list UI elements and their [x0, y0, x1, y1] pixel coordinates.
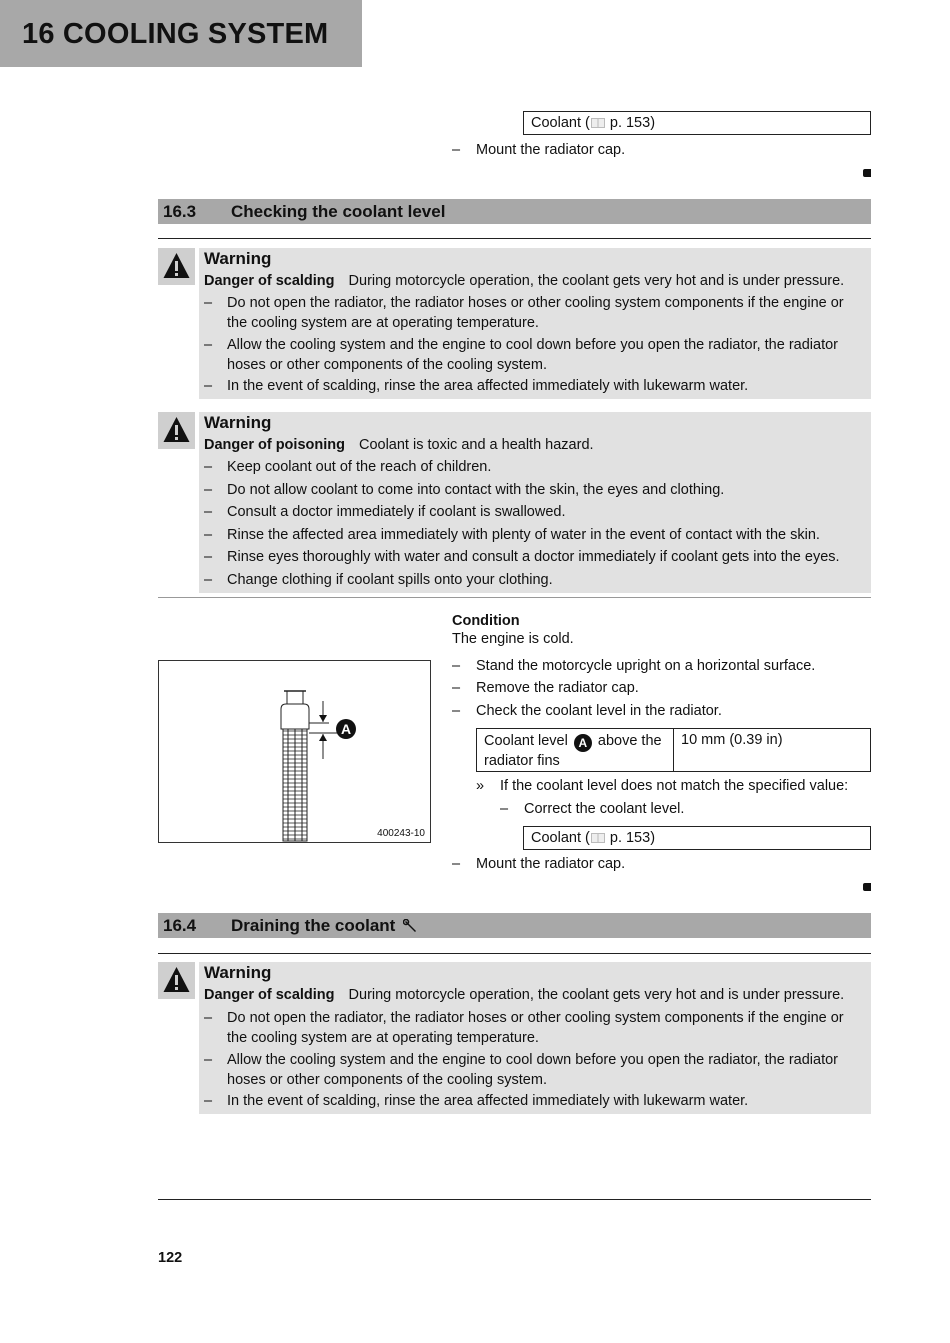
list-item: – In the event of scalding, rinse the area affected immediately with lukewarm water.	[204, 378, 749, 394]
book-icon	[591, 833, 605, 843]
warning-triangle-icon	[158, 248, 195, 285]
radiator-illustration	[159, 661, 430, 842]
list-item: – Keep coolant out of the reach of children.	[204, 459, 492, 475]
section-number: 16.3	[163, 202, 197, 221]
condition-text: The engine is cold.	[452, 631, 574, 647]
coolant-reference-box	[523, 826, 871, 850]
warning-triangle-icon	[158, 412, 195, 449]
spec-table	[476, 728, 871, 772]
figure-marker-a: A	[340, 721, 352, 737]
warning-lead: Danger of poisoning Coolant is toxic and a health hazard.	[204, 437, 594, 453]
divider	[158, 238, 871, 239]
end-marker-icon	[863, 883, 871, 891]
warning-poisoning	[199, 412, 871, 593]
radiator-figure	[158, 660, 431, 843]
section-title: Checking the coolant level	[231, 202, 446, 221]
end-marker-icon	[863, 169, 871, 177]
wrench-icon	[403, 919, 417, 933]
page-number: 122	[158, 1250, 183, 1266]
coolant-reference-box	[523, 111, 871, 135]
divider	[158, 953, 871, 954]
list-item: – Rinse eyes thoroughly with water and consult a doctor immediately if coolant gets into the eyes.	[204, 549, 840, 565]
warning-scalding	[199, 248, 871, 399]
list-item: – Do not open the radiator, the radiator hoses or other cooling system components if the engine or the cooling system are at operating temperature.	[204, 295, 844, 331]
reference-label: Coolant (	[531, 830, 590, 846]
book-icon	[591, 118, 605, 128]
list-item: – Allow the cooling system and the engine to cool down before you open the radiator, the radiator hoses or other components of the cooling system.	[204, 337, 839, 373]
spec-label: Coolant level A above the radiator fins	[477, 729, 674, 771]
warning-title: Warning	[204, 249, 272, 268]
chapter-header	[0, 0, 362, 67]
reference-page: p. 153)	[609, 115, 656, 131]
list-item: – Allow the cooling system and the engine to cool down before you open the radiator, the radiator hoses or other components of the cooling system.	[204, 1052, 839, 1088]
section-heading-16-3	[158, 199, 871, 224]
list-item: – Do not open the radiator, the radiator hoses or other cooling system components if the engine or the cooling system are at operating temperature.	[204, 1010, 844, 1046]
section-heading-16-4	[158, 913, 871, 938]
divider	[158, 597, 871, 598]
chapter-title: 16 COOLING SYSTEM	[22, 18, 329, 50]
section-number: 16.4	[163, 916, 197, 935]
marker-a-icon: A	[574, 734, 592, 752]
condition-title: Condition	[452, 613, 520, 629]
warning-triangle-icon	[158, 962, 195, 999]
warning-title: Warning	[204, 413, 272, 432]
reference-page: p. 153)	[609, 830, 656, 846]
list-item: – Consult a doctor immediately if coolant is swallowed.	[204, 504, 566, 520]
list-item: – Rinse the affected area immediately with plenty of water in the event of contact with the skin.	[204, 527, 820, 543]
warning-lead: Danger of scalding During motorcycle operation, the coolant gets very hot and is under pressure.	[204, 987, 845, 1003]
spec-value: 10 mm (0.39 in)	[681, 732, 783, 748]
warning-scalding	[199, 962, 871, 1114]
section-title: Draining the coolant	[231, 916, 417, 936]
warning-title: Warning	[204, 963, 272, 982]
list-item: – In the event of scalding, rinse the area affected immediately with lukewarm water.	[204, 1093, 749, 1109]
reference-label: Coolant (	[531, 115, 590, 131]
figure-code: 400243-10	[377, 828, 425, 839]
warning-lead: Danger of scalding During motorcycle operation, the coolant gets very hot and is under pressure.	[204, 273, 845, 289]
list-item: – Change clothing if coolant spills onto your clothing.	[204, 572, 553, 588]
list-item: – Do not allow coolant to come into contact with the skin, the eyes and clothing.	[204, 482, 725, 498]
footer-divider	[158, 1199, 871, 1200]
